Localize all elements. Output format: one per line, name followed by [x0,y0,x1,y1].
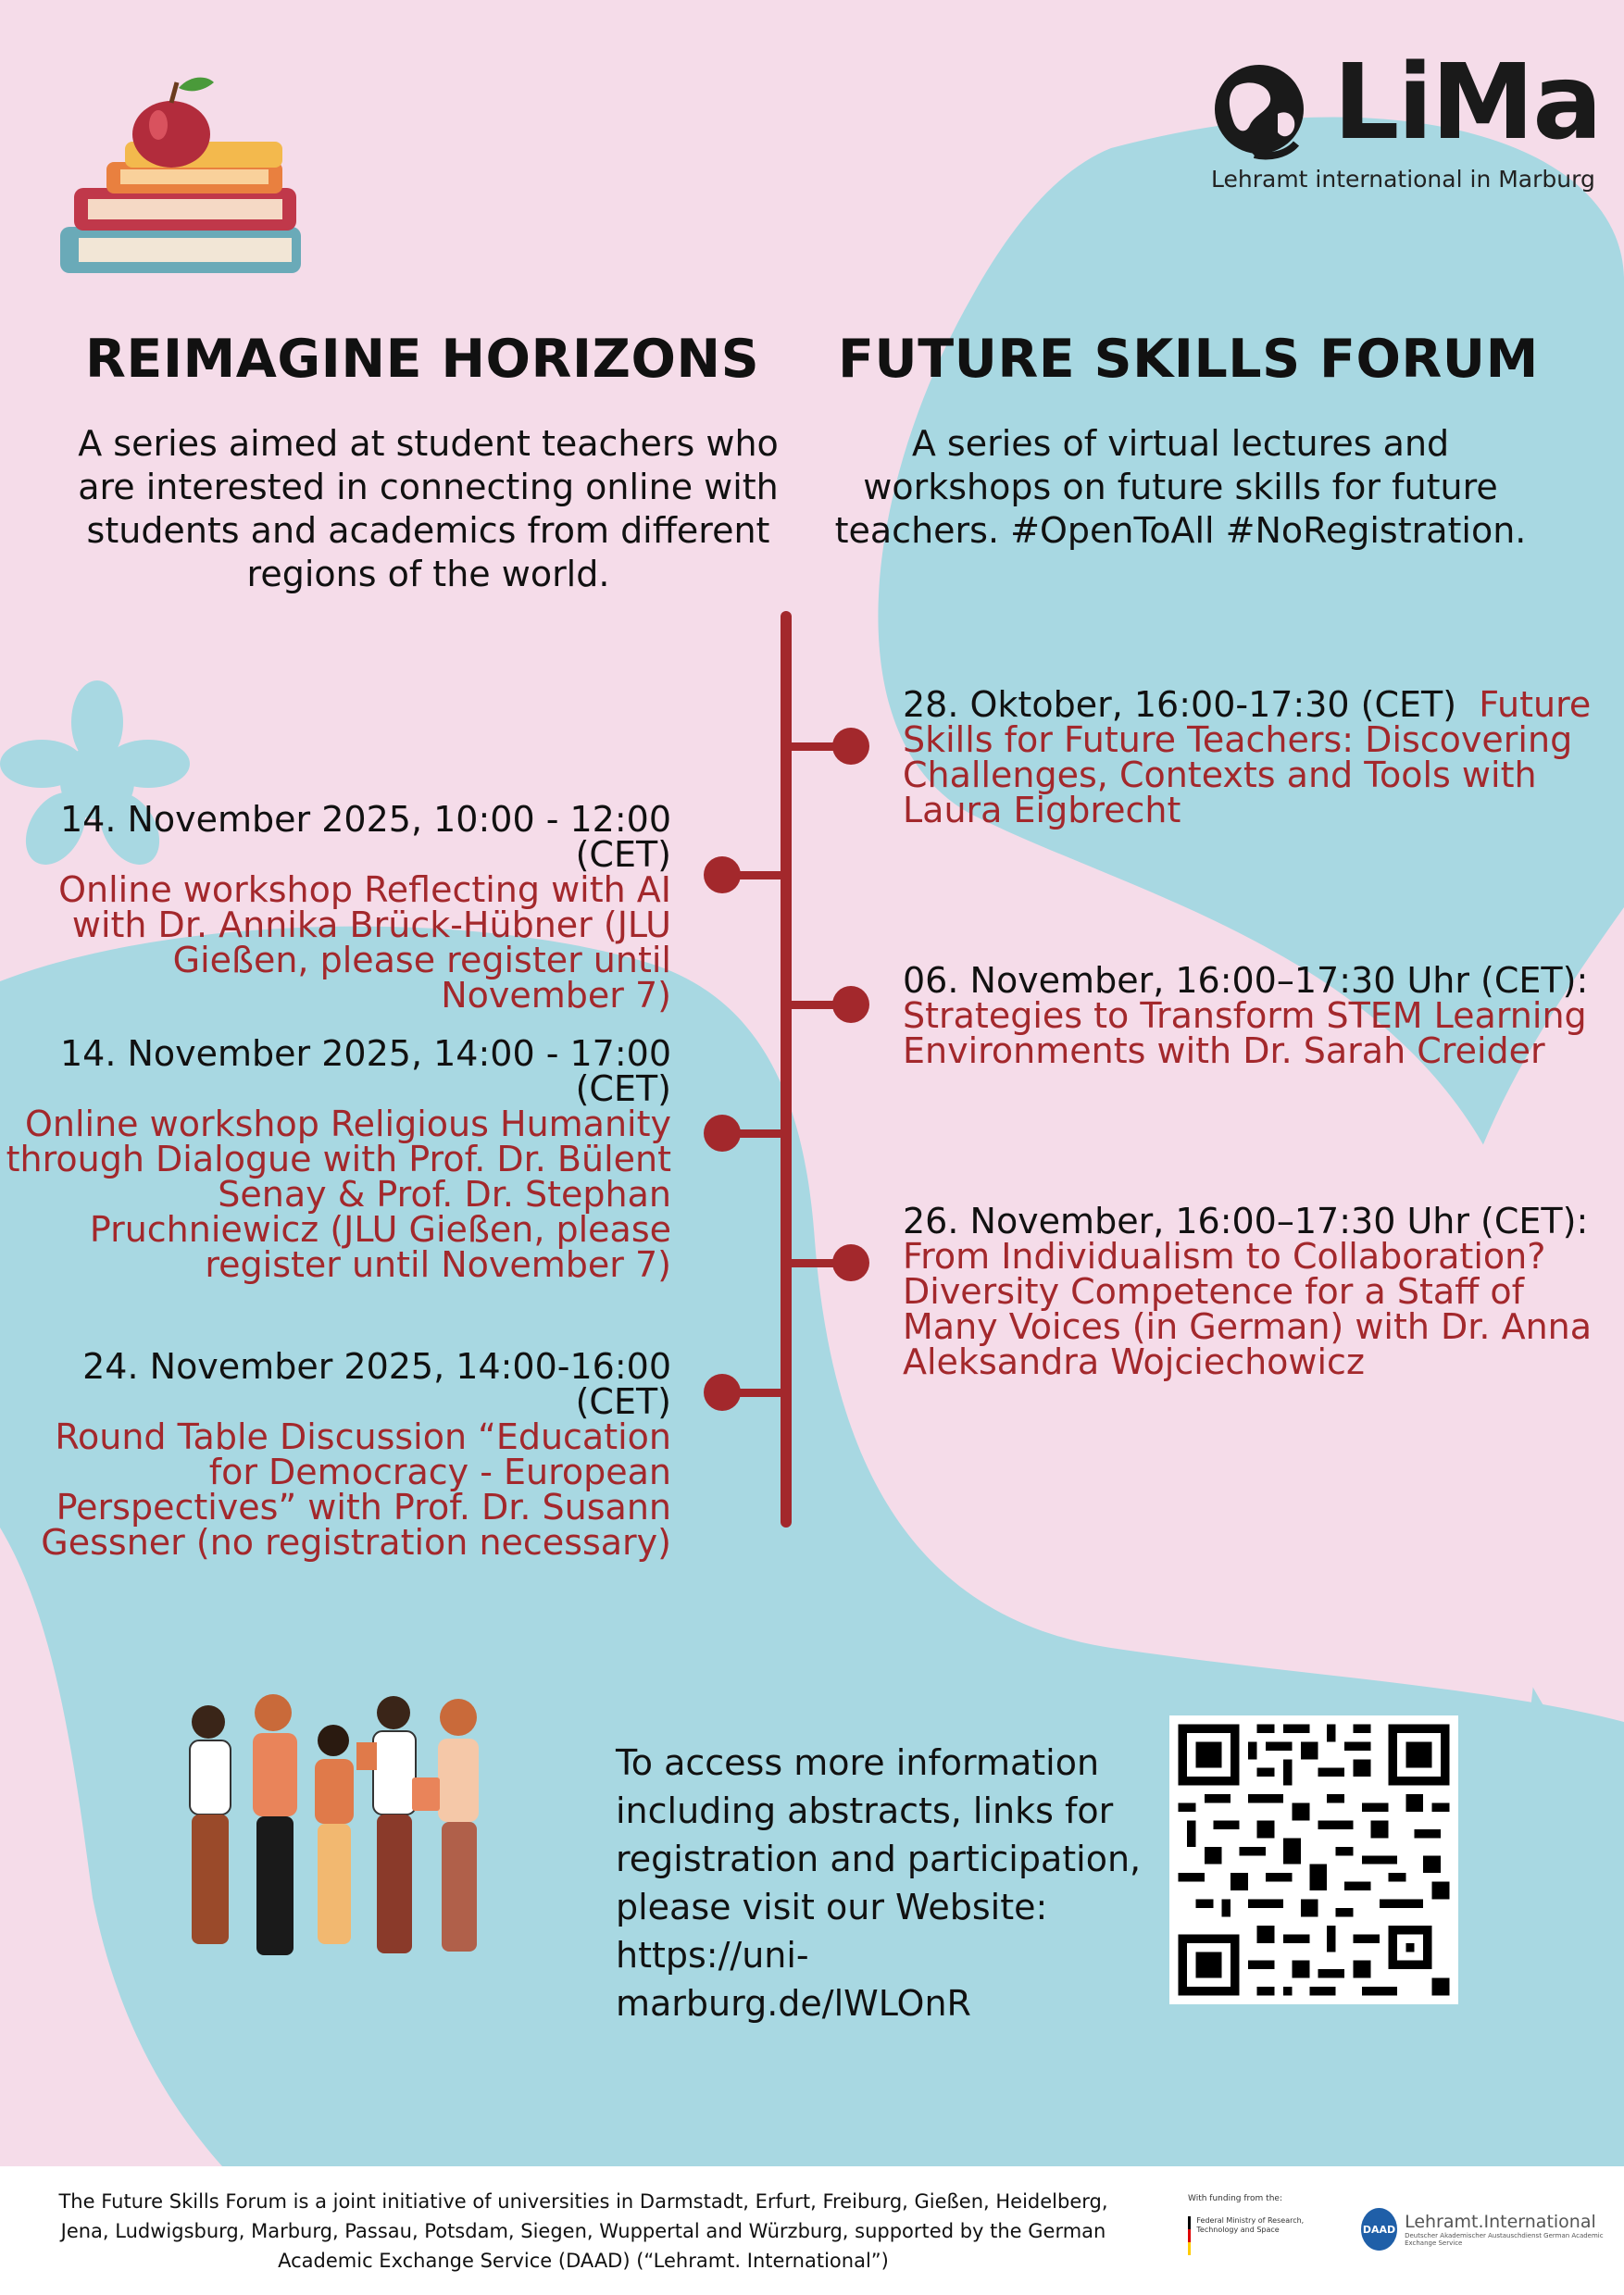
event-date: 24. November 2025, 14:00-16:00 (CET) [82,1346,671,1422]
footer [0,2166,1624,2295]
logo-name: LiMa [1333,43,1601,163]
timeline-dot [832,1244,869,1281]
event-forum-2 [903,960,1593,1071]
event-forum-1 [903,684,1593,830]
event-title: Online workshop Religious Humanity through Dialogue with Prof. Dr. Bülent Senay & Prof. Dr. Stephan Pruchniewicz (JLU Gießen, please register until November 7) [6,1104,671,1285]
timeline-dot [704,1115,741,1152]
reimagine-intro: A series aimed at student teachers who are interested in connecting online with students and academics from different regions of the world. [78,423,779,594]
german-flag-icon [1188,2216,1191,2255]
forum-intro: A series of virtual lectures and workshops on future skills for future teachers. #OpenToAll #NoRegistration. [834,423,1527,551]
lehramt-international-logo [1361,2208,1624,2251]
books-apple-icon [51,69,306,282]
event-reimagine-1 [5,799,671,1016]
event-date: 28. Oktober, 16:00-17:30 (CET) [903,684,1457,725]
globe-icon [1204,58,1329,160]
lehramt-subtitle: Deutscher Akademischer Austauschdienst German Academic Exchange Service [1405,2232,1604,2247]
ministry-name: Federal Ministry of Research, Technology and Space [1196,2216,1305,2234]
info-line: registration and participation, [616,1839,1142,1879]
event-title: Future Skills for Future Teachers: Discovering Challenges, Contexts and Tools with Laura Eigbrecht [903,684,1592,830]
daad-logo-icon: DAAD [1361,2208,1397,2251]
event-date: 06. November, 16:00–17:30 Uhr (CET): [903,960,1589,1001]
timeline-dot [704,1374,741,1411]
info-block [616,1739,1162,2027]
footer-text: The Future Skills Forum is a joint initiative of universities in Darmstadt, Erfurt, Freiburg, Gießen, Heidelberg, Jena, Ludwigsburg, Marburg, Passau, Potsdam, Siegen, Wuppertal and Würzburg, supported by the German Academic Exchange Service (DAAD) (“Lehramt. International”) [58,2190,1108,2272]
info-line: To access more information [616,1742,1100,1783]
timeline-dot [832,728,869,765]
event-title: Online workshop Reflecting with AI with Dr. Annika Brück-Hübner (JLU Gießen, please register until November 7) [58,869,671,1016]
reimagine-horizons-heading: REIMAGINE HORIZONS [85,329,760,390]
logo-subtitle: Lehramt international in Marburg [1211,166,1595,193]
event-date: 14. November 2025, 14:00 - 17:00 (CET) [59,1033,671,1109]
timeline-dot [704,856,741,893]
info-line: including abstracts, links for [616,1790,1114,1831]
future-skills-forum-heading: FUTURE SKILLS FORUM [838,329,1539,390]
lehramt-name: Lehramt.International [1405,2212,1596,2232]
info-line: please visit our Website: [616,1887,1048,1927]
funding-label: With funding from the: [1188,2194,1282,2203]
event-forum-3 [903,1201,1593,1382]
event-reimagine-3 [5,1346,671,1563]
lima-logo [1204,43,1601,199]
students-group-icon [171,1685,551,1981]
timeline-dot [832,986,869,1023]
event-date: 14. November 2025, 10:00 - 12:00 (CET) [59,799,671,875]
qr-code[interactable] [1169,1715,1458,2004]
event-title: From Individualism to Collaboration? Diversity Competence for a Staff of Many Voices (in German) with Dr. Anna Aleksandra Wojciechowicz [903,1236,1593,1382]
event-reimagine-2 [5,1033,671,1285]
event-title: Strategies to Transform STEM Learning Environments with Dr. Sarah Creider [903,995,1587,1071]
event-date: 26. November, 16:00–17:30 Uhr (CET): [903,1201,1589,1241]
website-link[interactable]: https://uni-marburg.de/lWLOnR [616,1935,971,2024]
ministry-logo [1188,2194,1327,2255]
event-title: Round Table Discussion “Education for Democracy - European Perspectives” with Prof. Dr. Susann Gessner (no registration necessary) [41,1416,671,1563]
